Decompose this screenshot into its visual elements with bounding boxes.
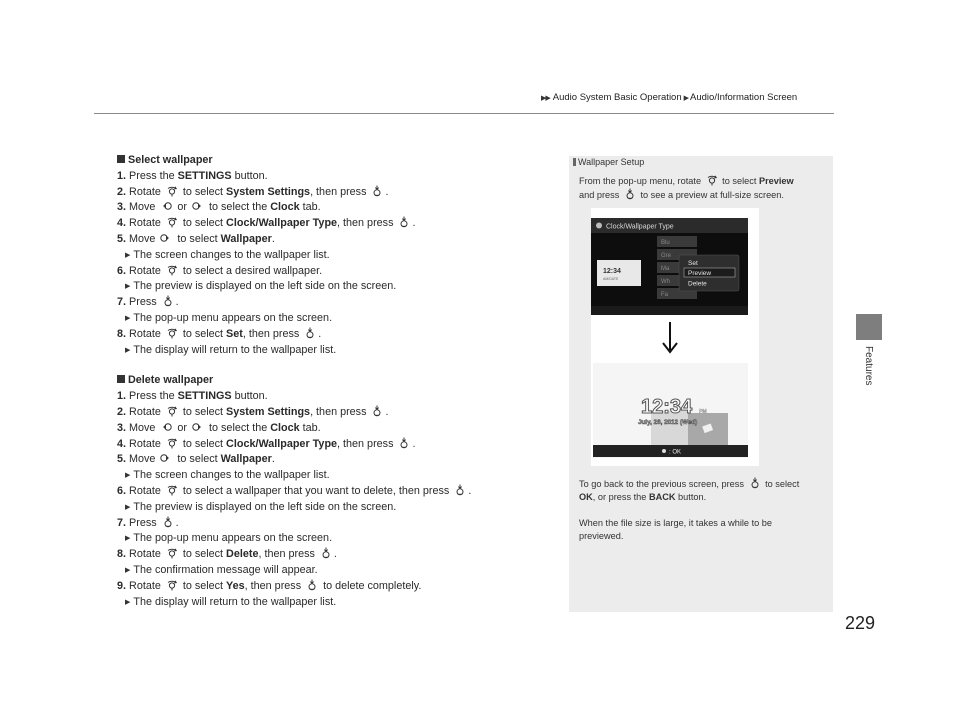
step-number: 6. xyxy=(117,264,130,277)
step-text: . xyxy=(318,327,322,340)
instruction-step xyxy=(117,547,557,563)
step-result: ▶ The display will return to the wallpaper list. xyxy=(125,343,337,356)
note-paragraph xyxy=(579,174,829,202)
step-number: 9. xyxy=(117,579,130,592)
press-knob-icon xyxy=(371,185,383,197)
step-text: . xyxy=(175,296,179,309)
ui-term: Clock/Wallpaper Type xyxy=(226,217,338,230)
step-text: . xyxy=(271,453,275,466)
svg-text:Preview: Preview xyxy=(688,270,712,277)
step-text: to see a preview at full-size screen. xyxy=(637,190,784,200)
ui-term: SETTINGS xyxy=(177,169,232,182)
step-text: to select xyxy=(719,176,759,186)
preview-date: July, 26, 2012 (Wed) xyxy=(638,419,698,426)
ui-term: BACK xyxy=(648,492,676,502)
step-text: to select xyxy=(179,579,227,592)
step-text: , then press xyxy=(244,579,305,592)
step-text: Rotate xyxy=(129,185,164,198)
instruction-step xyxy=(117,185,557,201)
svg-text:Wh: Wh xyxy=(661,279,670,285)
ui-term: System Settings xyxy=(226,405,311,418)
result-arrow-icon: ▶ xyxy=(125,598,131,606)
step-text: Press the xyxy=(129,169,178,182)
press-knob-icon xyxy=(320,547,332,559)
step-text: , then press xyxy=(337,437,397,450)
step-text: tab. xyxy=(299,201,321,214)
step-text: Rotate xyxy=(129,217,164,230)
step-text: , then press xyxy=(310,405,370,418)
breadcrumb-arrow-icon: ▶▶ xyxy=(541,95,550,102)
move-right-icon xyxy=(192,200,204,212)
step-result: ▶ The preview is displayed on the left side on the screen. xyxy=(125,500,397,513)
step-number: 5. xyxy=(117,232,130,245)
move-right-icon xyxy=(160,232,172,244)
svg-text:Fa: Fa xyxy=(661,292,669,298)
step-text: Rotate xyxy=(129,437,164,450)
step-number: 3. xyxy=(117,201,130,214)
rotate-knob-icon xyxy=(166,484,178,496)
wallpaper-preview-screenshot xyxy=(593,363,748,458)
step-number: 2. xyxy=(117,405,130,418)
square-bullet-icon xyxy=(117,155,125,163)
breadcrumb xyxy=(541,92,797,103)
rotate-knob-icon xyxy=(166,216,178,228)
step-number: 8. xyxy=(117,548,130,561)
ui-term: Clock xyxy=(270,201,300,214)
ui-term: Delete xyxy=(226,548,259,561)
instruction-step xyxy=(117,327,557,343)
instruction-step xyxy=(117,452,557,468)
step-result: ▶ The screen changes to the wallpaper list. xyxy=(125,248,330,261)
header-divider xyxy=(94,113,834,114)
step-text: Press xyxy=(129,296,160,309)
instruction-step xyxy=(117,579,557,595)
step-text: , then press xyxy=(242,327,303,340)
result-arrow-icon: ▶ xyxy=(125,566,131,574)
ui-term: Wallpaper xyxy=(220,232,272,245)
note-heading: Wallpaper Setup xyxy=(573,157,644,167)
step-result: ▶ The pop-up menu appears on the screen. xyxy=(125,532,333,545)
down-arrow-icon xyxy=(660,320,680,354)
step-number: 1. xyxy=(117,169,130,182)
step-text: , then press xyxy=(337,217,397,230)
note-marker-icon xyxy=(573,158,576,166)
step-text: . xyxy=(333,548,337,561)
step-text: Rotate xyxy=(129,405,164,418)
ui-term: Preview xyxy=(758,176,794,186)
step-text: button. xyxy=(231,390,268,403)
rotate-knob-icon xyxy=(166,264,178,276)
page-number: 229 xyxy=(845,613,876,633)
section-tab-block xyxy=(856,314,882,340)
select-wallpaper-steps xyxy=(117,169,557,359)
ui-term: OK xyxy=(579,492,593,502)
instruction-step xyxy=(117,295,557,311)
breadcrumb-item: Audio System Basic Operation xyxy=(552,92,682,103)
step-text: Move xyxy=(129,453,159,466)
rotate-knob-icon xyxy=(166,547,178,559)
step-text: Move xyxy=(129,232,159,245)
step-number: 8. xyxy=(117,327,130,340)
step-text: to select the xyxy=(206,201,271,214)
step-text: . xyxy=(412,437,416,450)
step-text: Press xyxy=(129,516,160,529)
step-text: . xyxy=(412,217,416,230)
rotate-knob-icon xyxy=(166,327,178,339)
instruction-step xyxy=(117,264,557,280)
step-text: to select a desired wallpaper. xyxy=(179,264,323,277)
instruction-step xyxy=(117,437,557,453)
press-knob-icon xyxy=(398,216,410,228)
rotate-knob-icon xyxy=(706,174,718,186)
note-paragraph xyxy=(579,477,829,504)
step-text: . xyxy=(385,405,389,418)
step-number: 7. xyxy=(117,516,130,529)
step-text: When the file size is large, it takes a while to be xyxy=(579,518,773,528)
step-text: to select xyxy=(179,405,227,418)
square-bullet-icon xyxy=(117,375,125,383)
section-tab xyxy=(862,346,876,408)
step-text: to select xyxy=(179,217,227,230)
step-text: , or press the xyxy=(592,492,649,502)
instruction-step xyxy=(117,421,557,437)
result-arrow-icon: ▶ xyxy=(125,283,131,291)
press-knob-icon xyxy=(304,327,316,339)
press-knob-icon xyxy=(624,188,636,200)
step-text: Move xyxy=(129,201,159,214)
press-knob-icon xyxy=(749,477,761,489)
ui-term: Clock/Wallpaper Type xyxy=(226,437,338,450)
move-left-icon xyxy=(160,200,172,212)
step-number: 1. xyxy=(117,390,130,403)
note-paragraph xyxy=(579,517,829,543)
press-knob-icon xyxy=(371,405,383,417)
instruction-step xyxy=(117,200,557,216)
step-text: Move xyxy=(129,421,159,434)
step-text: Rotate xyxy=(129,548,164,561)
move-left-icon xyxy=(160,421,172,433)
ui-term: Set xyxy=(226,327,243,340)
ui-term: Wallpaper xyxy=(220,453,272,466)
breadcrumb-item: Audio/Information Screen xyxy=(690,92,798,103)
ui-term: SETTINGS xyxy=(177,390,232,403)
rotate-knob-icon xyxy=(166,185,178,197)
result-arrow-icon: ▶ xyxy=(125,251,131,259)
step-text: From the pop-up menu, rotate xyxy=(579,176,704,186)
step-text: Rotate xyxy=(129,484,164,497)
step-text: to delete completely. xyxy=(320,579,422,592)
breadcrumb-separator-icon: ▶ xyxy=(683,95,689,102)
step-number: 3. xyxy=(117,421,130,434)
preview-ok-label: : OK xyxy=(669,449,682,456)
step-text: button. xyxy=(231,169,268,182)
step-text: . xyxy=(271,232,275,245)
instruction-step xyxy=(117,169,557,185)
step-text: to select xyxy=(179,185,227,198)
rotate-knob-icon xyxy=(166,437,178,449)
svg-text:Ma: Ma xyxy=(661,266,670,272)
rotate-knob-icon xyxy=(166,579,178,591)
svg-text:Delete: Delete xyxy=(688,280,707,288)
step-text: button. xyxy=(675,492,707,502)
main-content xyxy=(117,153,557,610)
step-text: or xyxy=(174,421,191,434)
step-number: 4. xyxy=(117,437,130,450)
select-wallpaper-heading: Select wallpaper xyxy=(117,153,557,169)
press-knob-icon xyxy=(162,516,174,528)
svg-text:Blu: Blu xyxy=(661,240,670,246)
ui-term: Clock xyxy=(270,421,300,434)
step-text: to select xyxy=(179,327,227,340)
step-text: to select the xyxy=(206,421,271,434)
result-arrow-icon: ▶ xyxy=(125,503,131,511)
step-text: previewed. xyxy=(579,531,624,541)
step-text: Rotate xyxy=(129,264,164,277)
step-text: , then press xyxy=(310,185,370,198)
step-text: Rotate xyxy=(129,327,164,340)
result-arrow-icon: ▶ xyxy=(125,314,131,322)
press-knob-icon xyxy=(306,579,318,591)
svg-text:Gre: Gre xyxy=(661,253,672,259)
svg-text:AM/DATE: AM/DATE xyxy=(603,277,619,281)
step-text: to select a wallpaper that you want to delete, then press xyxy=(179,484,453,497)
instruction-step xyxy=(117,232,557,248)
press-knob-icon xyxy=(398,437,410,449)
step-result: ▶ The preview is displayed on the left side on the screen. xyxy=(125,280,397,293)
step-result: ▶ The pop-up menu appears on the screen. xyxy=(125,311,333,324)
step-text: and press xyxy=(579,190,622,200)
screen1-title: Clock/Wallpaper Type xyxy=(606,223,674,231)
step-text: . xyxy=(468,484,472,497)
move-right-icon xyxy=(160,452,172,464)
step-text: to select xyxy=(179,548,227,561)
result-arrow-icon: ▶ xyxy=(125,346,131,354)
step-number: 4. xyxy=(117,217,130,230)
section-tab-label: Features xyxy=(863,346,874,386)
rotate-knob-icon xyxy=(166,405,178,417)
step-text: to select xyxy=(179,437,227,450)
step-text: or xyxy=(174,201,191,214)
svg-text:Set: Set xyxy=(688,260,698,267)
step-number: 6. xyxy=(117,484,130,497)
instruction-step xyxy=(117,216,557,232)
step-number: 2. xyxy=(117,185,130,198)
svg-text:PM: PM xyxy=(699,409,707,415)
result-arrow-icon: ▶ xyxy=(125,535,131,543)
step-text: to select xyxy=(762,479,800,489)
step-result: ▶ The display will return to the wallpaper list. xyxy=(125,595,337,608)
instruction-step xyxy=(117,389,557,405)
result-arrow-icon: ▶ xyxy=(125,472,131,480)
step-text: to select xyxy=(174,232,221,245)
step-text: Press the xyxy=(129,390,178,403)
step-result: ▶ The confirmation message will appear. xyxy=(125,563,318,576)
step-text: . xyxy=(385,185,389,198)
step-number: 7. xyxy=(117,296,130,309)
step-text: Rotate xyxy=(129,579,164,592)
ui-term: Yes xyxy=(226,579,245,592)
move-right-icon xyxy=(192,421,204,433)
step-result: ▶ The screen changes to the wallpaper list. xyxy=(125,469,330,482)
step-text: , then press xyxy=(258,548,318,561)
wallpaper-menu-screenshot xyxy=(591,218,748,315)
ui-term: System Settings xyxy=(226,185,311,198)
preview-clock-time: 12:34 xyxy=(641,396,693,418)
svg-text:12:34: 12:34 xyxy=(603,268,621,275)
instruction-step xyxy=(117,484,557,500)
step-text: To go back to the previous screen, press xyxy=(579,479,747,489)
press-knob-icon xyxy=(162,295,174,307)
delete-wallpaper-steps xyxy=(117,389,557,610)
press-knob-icon xyxy=(454,484,466,496)
instruction-step xyxy=(117,405,557,421)
step-text: to select xyxy=(174,453,221,466)
step-number: 5. xyxy=(117,453,130,466)
delete-wallpaper-heading: Delete wallpaper xyxy=(117,373,557,389)
step-text: . xyxy=(175,516,179,529)
step-text: tab. xyxy=(299,421,321,434)
instruction-step xyxy=(117,516,557,532)
